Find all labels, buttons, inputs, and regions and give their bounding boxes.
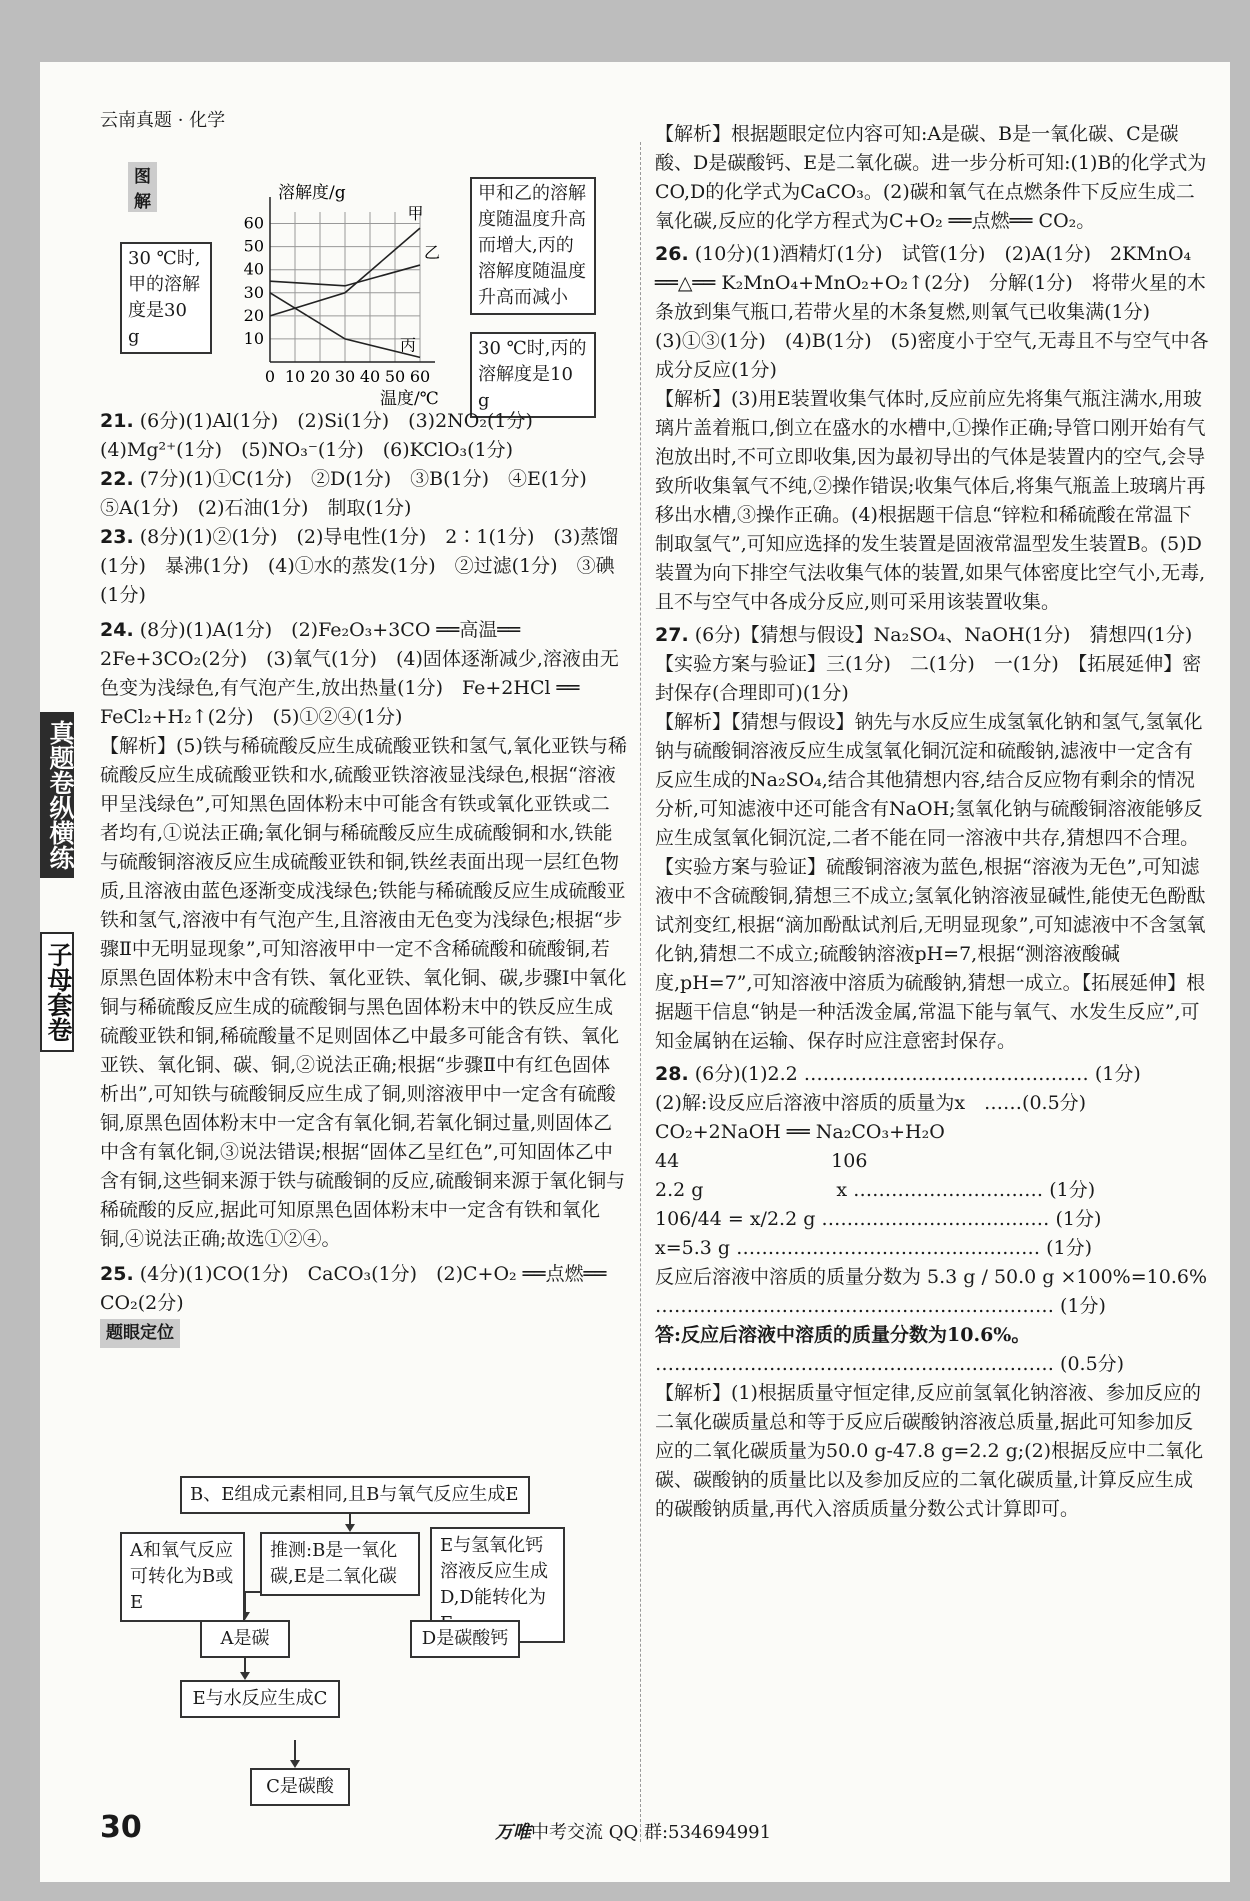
flow-e: E与水反应生成C — [180, 1680, 340, 1718]
y-tick-label: 60 — [243, 213, 264, 233]
brand-logo: 万唯 — [495, 1822, 531, 1843]
answer-28-l7: x=5.3 g ………………………………………… (1分) — [655, 1237, 1093, 1259]
answer-22: 22. (7分)(1)①C(1分) ②D(1分) ③B(1分) ④E(1分) ⑤A(1分) (2)石油(1分) 制取(1分) — [100, 468, 606, 519]
chart-title: 图解 — [128, 162, 157, 212]
x-axis-label: 温度/℃ — [380, 389, 439, 409]
flow-arrows — [120, 1472, 640, 1832]
answer-28-l9: ……………………………………………………… (1分) — [655, 1295, 1106, 1317]
callout-jia-30: 30 ℃时,甲的溶解度是30 g — [120, 242, 212, 354]
analysis-27: 【解析】【猜想与假设】钠先与水反应生成氢氧化钠和氢气,氢氧化钠与硫酸铜溶液反应生成氢氧化铜沉淀和硫酸钠,滤液中一定含有反应生成的Na₂SO₄,结合其他猜想内容,结合反应物有剩余的情况分析,可知滤液中还可能含有NaOH;氢氧化钠与硫酸铜溶液能够反应生成氢氧化铜沉淀,二者不能在同一溶液中共存,猜想四不合理。【实验方案与验证】硫酸铜溶液为蓝色,根据“溶液为无色”,可知滤液中不含硫酸铜,猜想三不成立;氢氧化钠溶液显碱性,能使无色酚酞试剂变红,根据“滴加酚酞试剂后,无明显现象”,可知滤液中不含氢氧化钠,猜想二不成立;硫酸钠溶液pH=7,根据“测溶液酸碱度,pH=7”,可知溶液中溶质为硫酸钠,猜想一成立。【拓展延伸】根据题干信息“钠是一种活泼金属,常温下能与氧气、水发生反应”,可知金属钠在运输、保存时应注意密封保存。 — [655, 711, 1206, 1052]
x-tick-label: 50 — [384, 367, 406, 386]
answer-28-l11: ……………………………………………………… (0.5分) — [655, 1353, 1125, 1375]
page-header: 云南真题 · 化学 — [100, 110, 226, 131]
flow-mid: 推测:B是一氧化碳,E是二氧化碳 — [260, 1532, 420, 1596]
flow-left: A和氧气反应可转化为B或E — [120, 1532, 245, 1622]
y-tick-label: 20 — [243, 305, 264, 325]
answer-28-l6: 106/44 = x/2.2 g ……………………………… (1分) — [655, 1208, 1102, 1230]
side-tab-secondary: 子母套卷 — [40, 932, 74, 1052]
label-jia: 甲 — [407, 203, 424, 223]
callout-trend: 甲和乙的溶解度随温度升高而增大,丙的溶解度随温度升高而减小 — [470, 177, 596, 315]
y-tick-label: 10 — [243, 328, 264, 348]
flow-right: E与氢氧化钙溶液反应生成D,D能转化为 — [430, 1527, 565, 1643]
answer-23: 23. (8分)(1)②(1分) (2)导电性(1分) 2∶1(1分) (3)蒸馏(1分) 暴沸(1分) (4)①水的蒸发(1分) ②过滤(1分) ③碘(1分) — [100, 526, 619, 606]
answer-28-l2: (2)解:设反应后溶液中溶质的质量为x ……(0.5分) — [655, 1092, 1087, 1114]
x-tick-label: 10 — [284, 367, 306, 386]
analysis-26: 【解析】(3)用E装置收集气体时,反应前应先将集气瓶注满水,用玻璃片盖着瓶口,倒立在盛水的水槽中,①操作正确;导管口刚开始有气泡放出时,不可立即收集,因为最初导出的气体是装置内的空气,会导致所收集氧气不纯,②操作错误;收集气体后,将集气瓶盖上玻璃片再移出水槽,③操作正确。(4)根据题干信息“锌粒和稀硫酸在常温下制取氢气”,可知应选择的发生装置是固液常温型发生装置B。(5)D装置为向下排空气法收集气体的装置,如果气体密度比空气小,无毒,且不与空气中各成分反应,则可采用该装置收集。 — [655, 388, 1206, 613]
y-tick-label: 50 — [243, 236, 264, 256]
answer-27: 27. (6分)【猜想与假设】Na₂SO₄、NaOH(1分) 猜想四(1分) 【实验方案与验证】三(1分) 二(1分) 一(1分) 【拓展延伸】密封保存(合理即可)(1分) — [655, 624, 1212, 704]
answer-21: 21. (6分)(1)Al(1分) (2)Si(1分) (3)2NO₂(1分) (4)Mg²⁺(1分) (5)NO₃⁻(1分) (6)KClO₃(1分) — [100, 410, 552, 461]
left-column — [100, 407, 628, 1352]
label-yi: 乙 — [424, 243, 441, 263]
x-tick-label: 20 — [309, 367, 331, 386]
x-tick-label: 30 — [334, 367, 356, 386]
flowchart — [120, 1472, 640, 1832]
answer-26: 26. (10分)(1)酒精灯(1分) 试管(1分) (2)A(1分) 2KMnO₄ ══△══ K₂MnO₄+MnO₂+O₂↑(2分) 分解(1分) 将带火星的木条放到集气瓶口,若带火星的木条复燃,则氧气已收集满(1分) (3)①③(1分) (4)B(1分) (5)密度小于空气,无毒且不与空气中各成分反应(1分) — [655, 243, 1209, 381]
answer-28-l10: 答:反应后溶液中溶质的质量分数为10.6%。 — [655, 1324, 1031, 1346]
flow-c: C是碳酸 — [250, 1768, 350, 1806]
x-tick-label: 0 — [264, 367, 276, 386]
side-tab-primary: 真题卷纵横练 — [40, 712, 74, 878]
x-tick-label: 40 — [359, 367, 381, 386]
y-tick-label: 40 — [243, 259, 264, 279]
answer-28-l1: 28. (6分)(1)2.2 ……………………………………… (1分) — [655, 1063, 1141, 1085]
right-column — [655, 120, 1210, 1524]
flow-d: D是碳酸钙 — [410, 1620, 520, 1658]
x-tick-label: 60 — [409, 367, 431, 386]
footer-qq: 中考交流 QQ 群:534694991 — [531, 1822, 772, 1843]
column-divider — [640, 142, 642, 1842]
label-bing: 丙 — [400, 335, 417, 355]
flow-a: A是碳 — [200, 1620, 290, 1658]
y-axis-label: 溶解度/g — [278, 183, 346, 203]
answer-25: 25. (4分)(1)CO(1分) CaCO₃(1分) (2)C+O₂ ══点燃══ CO₂(2分) — [100, 1263, 607, 1314]
answer-28-l3: CO₂+2NaOH ══ Na₂CO₃+H₂O — [655, 1121, 945, 1143]
analysis-25: 【解析】根据题眼定位内容可知:A是碳、B是一氧化碳、C是碳酸、D是碳酸钙、E是二氧化碳。进一步分析可知:(1)B的化学式为CO,D的化学式为CaCO₃。(2)碳和氧气在点燃条件下反应生成二氧化碳,反应的化学方程式为C+O₂ ══点燃══ CO₂。 — [655, 123, 1207, 232]
tag-tiyan: 题眼定位 — [100, 1319, 180, 1348]
flow-top: B、E组成元素相同,且B与氧气反应生成E — [180, 1476, 530, 1514]
page — [40, 62, 1230, 1882]
page-number: 30 — [100, 1810, 142, 1845]
answer-24: 24. (8分)(1)A(1分) (2)Fe₂O₃+3CO ══高温══ 2Fe+3CO₂(2分) (3)氧气(1分) (4)固体逐渐减少,溶液由无色变为浅绿色,有气泡产生,放出热量(1分) Fe+2HCl ══ FeCl₂+H₂↑(2分) (5)①②④(1分) — [100, 619, 619, 728]
answer-28-l5: 2.2 g x ………………………… (1分) — [655, 1179, 1096, 1201]
answer-28-l4: 44 106 — [655, 1150, 868, 1172]
y-tick-label: 30 — [243, 282, 264, 302]
analysis-28: 【解析】(1)根据质量守恒定律,反应前氢氧化钠溶液、参加反应的二氧化碳质量总和等于反应后碳酸钠溶液总质量,据此可知参加反应的二氧化碳质量为50.0 g-47.8 g=2.2 g;(2)根据反应中二氧化碳、碳酸钠的质量比以及参加反应的二氧化碳质量,计算反应生成的碳酸钠质量,再代入溶质质量分数公式计算即可。 — [655, 1382, 1204, 1520]
analysis-24: 【解析】(5)铁与稀硫酸反应生成硫酸亚铁和氢气,氧化亚铁与稀硫酸反应生成硫酸亚铁和水,硫酸亚铁溶液显浅绿色,根据“溶液甲呈浅绿色”,可知黑色固体粉末中可能含有铁或氧化亚铁或二者均有,①说法正确;氧化铜与稀硫酸反应生成硫酸铜和水,铁能与硫酸铜溶液反应生成硫酸亚铁和铜,铁丝表面出现一层红色物质,且溶液由蓝色逐渐变成浅绿色;铁能与稀硫酸反应生成硫酸亚铁和氢气,溶液中有气泡产生,且溶液由无色变为浅绿色;根据“步骤Ⅱ中无明显现象”,可知溶液甲中一定不含稀硫酸和硫酸铜,若原黑色固体粉末中含有铁、氧化亚铁、氧化铜、碳,步骤Ⅰ中氧化铜与稀硫酸反应生成的硫酸铜与黑色固体粉末中的铁反应生成硫酸亚铁和铜,稀硫酸量不足则固体乙中最多可能含有铁、氧化亚铁、氧化铜、碳、铜,②说法正确;根据“步骤Ⅱ中有红色固体析出”,可知铁与硫酸铜反应生成了铜,则溶液甲中一定含有硫酸铜,原黑色固体粉末中一定含有氧化铜,若氧化铜过量,则固体乙中含有氧化铜,③说法错误;根据“固体乙呈红色”,可知固体乙中含有铜,这些铜来源于铁与硫酸铜的反应,硫酸铜来源于氧化铜与稀硫酸的反应,据此可知原黑色固体粉末中一定含有铁和氧化铜,④说法正确;故选①②④。 — [100, 735, 627, 1250]
answer-28-l8: 反应后溶液中溶质的质量分数为 5.3 g / 50.0 g ×100%=10.6% — [655, 1266, 1208, 1288]
footer-info — [495, 1818, 771, 1844]
callout-bing-30: 30 ℃时,丙的溶解度是10 g — [470, 332, 596, 418]
